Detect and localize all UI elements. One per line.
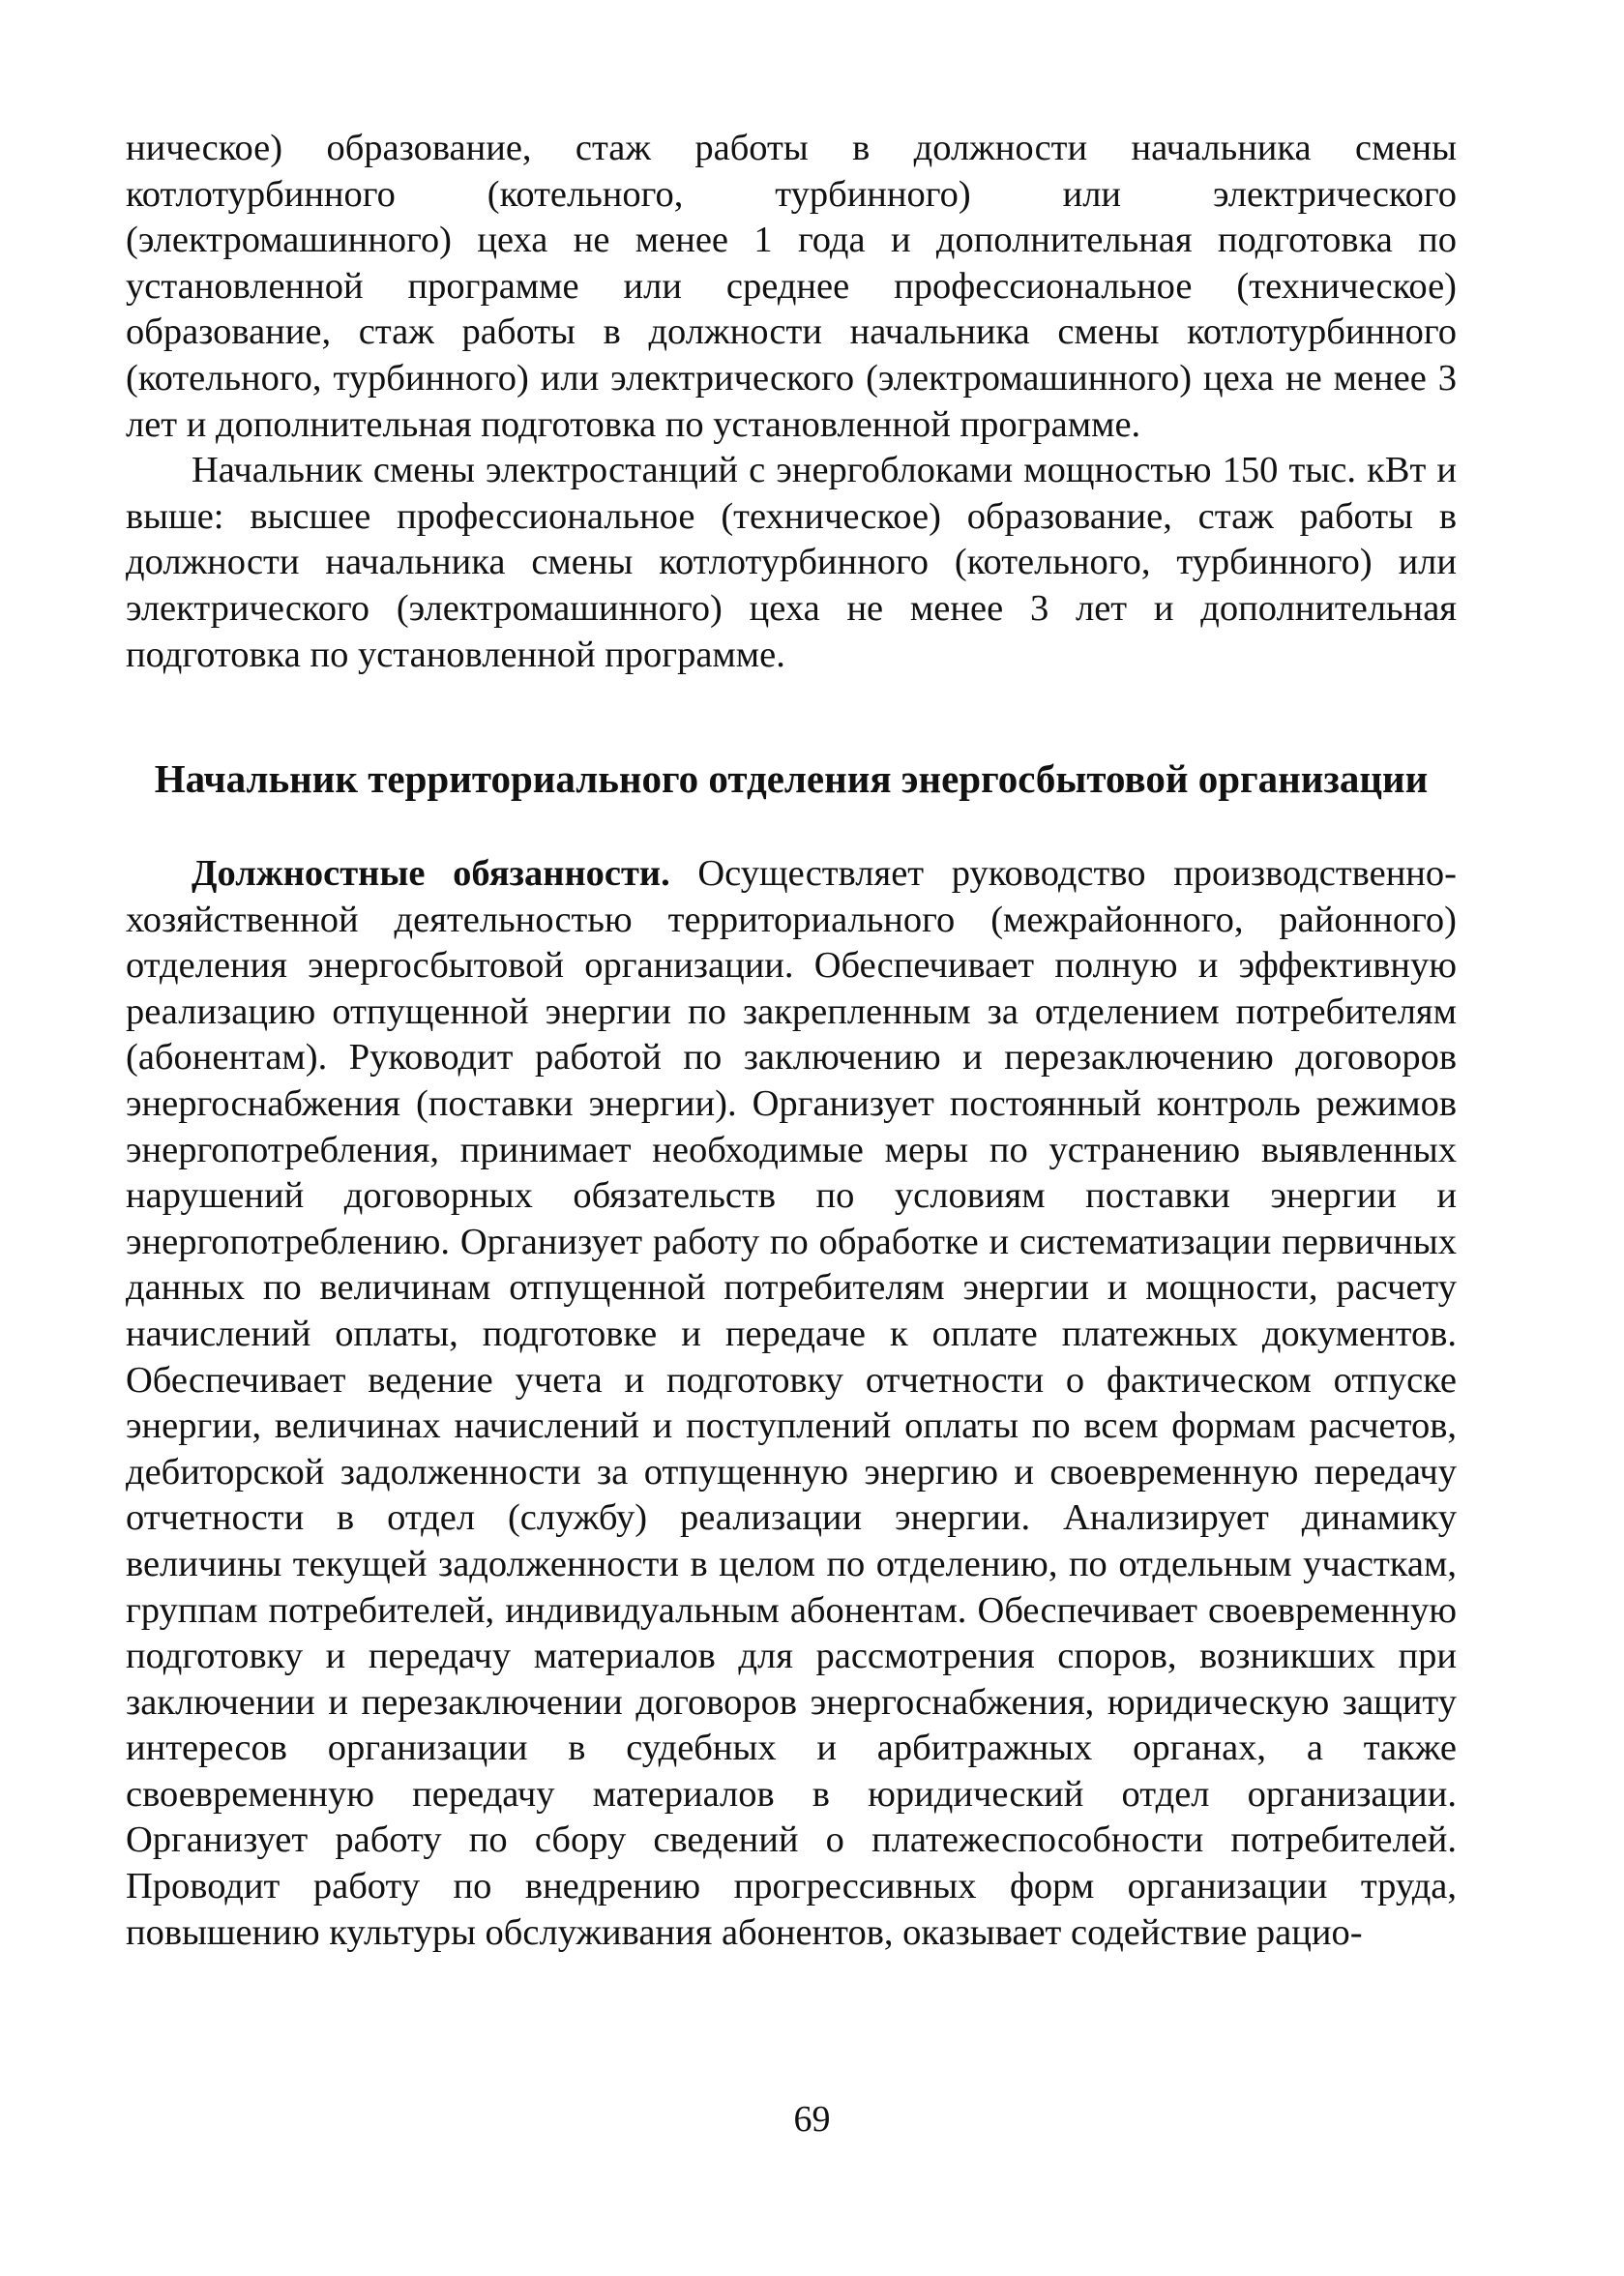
duties-label: Должностные обязанности. bbox=[192, 853, 670, 894]
duties-text-block bbox=[126, 851, 1457, 1956]
continued-paragraph: ническое) образование, стаж работы в должности начальника смены котлотурбинного (котельного, турбинного) или электрического (электромашинного) цеха не менее 1 года и дополнительная подготовка по установленной программе или среднее профессиональное (техническое) образование, стаж работы в должности начальника смены котлотурбинного (котельного, турбинного) или электрического (электромашинного) цеха не менее 3 лет и дополнительная подготовка по установленной программе. bbox=[126, 128, 1457, 445]
duties-text: Осуществляет руководство производственно-хозяйственной деятельностью территориального (межрайонного, районного) отделения энергосбытовой организации. Обеспечивает полную и эффективную реализацию отпущенной энергии по закрепленным за отделением потребителям (абонентам). Руководит работой по заключению и перезаключению договоров энергоснабжения (поставки энергии). Организует постоянный контроль режимов энергопотребления, принимает необходимые меры по устранению выявленных нарушений договорных обязательств по условиям поставки энергии и энергопотреблению. Организует работу по обработке и систематизации первичных данных по величинам отпущенной потребителям энергии и мощности, расчету начислений оплаты, подготовке и передаче к оплате платежных документов. Обеспечивает ведение учета и подготовку отчетности о фактическом отпуске энергии, величинах начислений и поступлений оплаты по всем формам расчетов, дебиторской задолженности за отпущенную энергию и своевременную передачу отчетности в отдел (службу) реализации энергии. Анализирует динамику величины текущей задолженности в целом по отделению, по отдельным участкам, группам потребителей, индивидуальным абонентам. Обеспечивает своевременную подготовку и передачу материалов для рассмотрения споров, возникших при заключении и перезаключении договоров энергоснабжения, юридическую защиту интересов организации в судебных и арбитражных органах, а также своевременную передачу материалов в юридический отдел организации. Организует работу по сбору сведений о платежеспособности потребителей. Проводит работу по внедрению прогрессивных форм организации труда, повышению культуры обслуживания абонентов, оказывает содействие рацио- bbox=[126, 853, 1457, 1953]
shift-head-paragraph: Начальник смены электростанций с энергоблоками мощностью 150 тыс. кВт и выше: высшее профессиональное (техническое) образование, стаж работы в должности начальника смены котлотурбинного (котельного, турбинного) или электрического (электромашинного) цеха не менее 3 лет и дополнительная подготовка по установленной программе. bbox=[126, 450, 1457, 675]
page-number: 69 bbox=[793, 2099, 831, 2140]
upper-text-block bbox=[126, 126, 1457, 678]
section-heading: Начальник территориального отделения энергосбытовой организации bbox=[154, 756, 1429, 801]
duties-paragraph bbox=[126, 851, 1457, 1956]
